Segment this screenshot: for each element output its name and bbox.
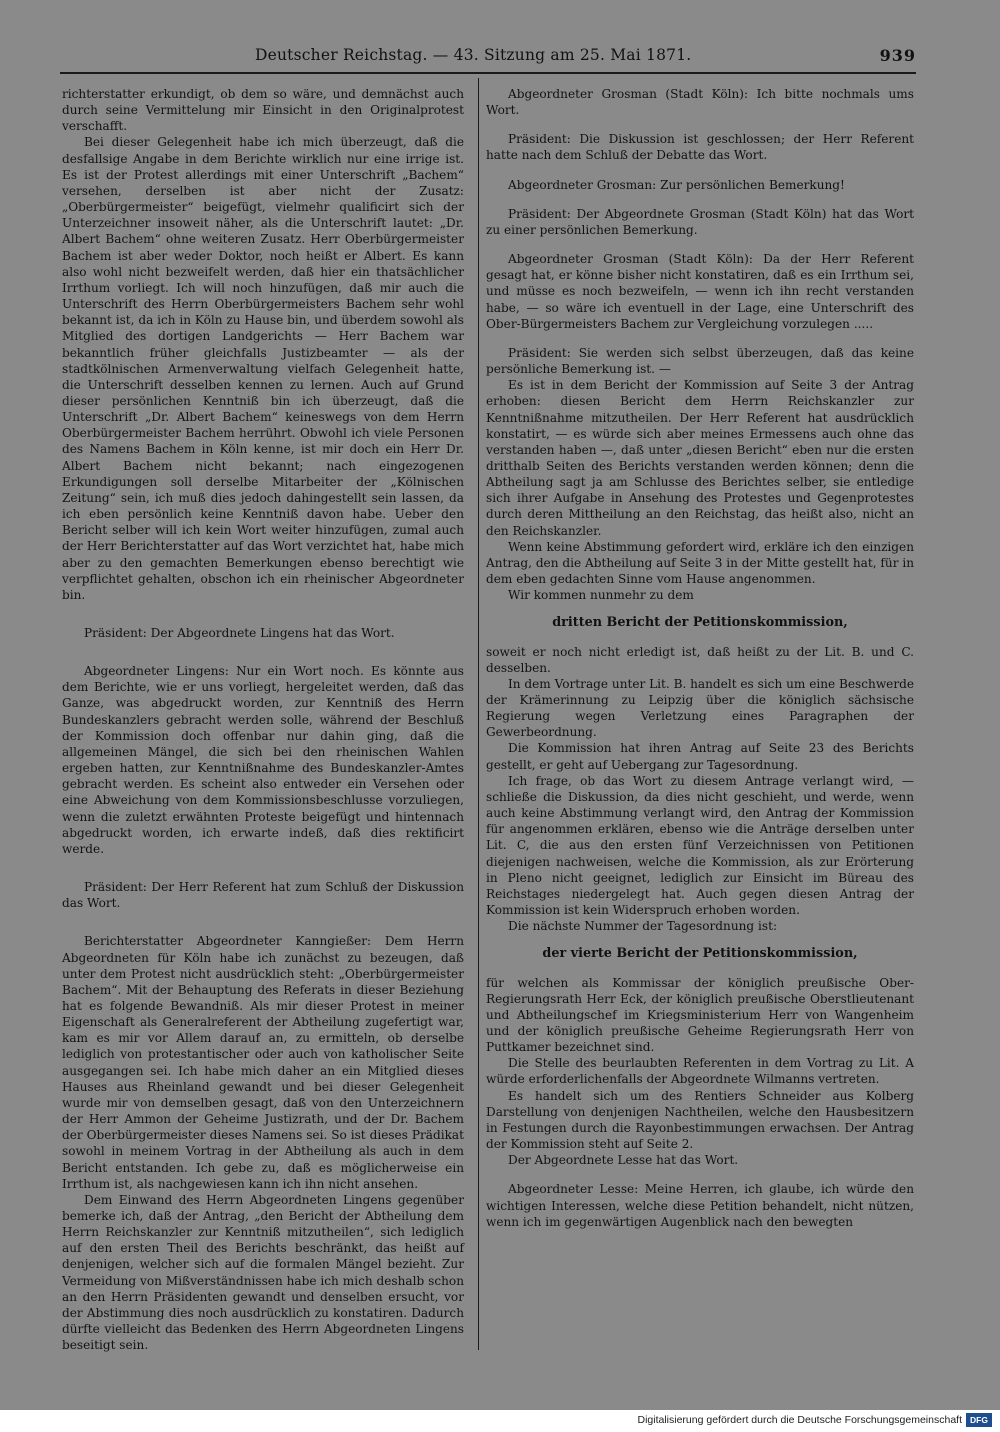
paragraph: Präsident: Der Abgeordnete Lingens hat das Wort.	[84, 626, 395, 640]
column-divider	[478, 78, 479, 1350]
paragraph: Präsident: Der Abgeordnete Grosman (Stadt Köln) hat das Wort zu einer persönlichen Bemerkung.	[486, 206, 914, 237]
paragraph: Abgeordneter Grosman: Zur persönlichen Bemerkung!	[508, 177, 845, 192]
paragraph: Die Stelle des beurlaubten Referenten in dem Vortrag zu Lit. A würde erforderlichenfalls der Abgeordnete Wilmanns vertreten.	[486, 1056, 914, 1087]
left-column	[62, 86, 464, 1353]
paragraph: Präsident: Die Diskussion ist geschlossen; der Herr Referent hatte nach dem Schluß der Debatte das Wort.	[486, 132, 914, 163]
paragraph: Bei dieser Gelegenheit habe ich mich überzeugt, daß die desfallsige Angabe in dem Berichte wirklich nur eine irrige ist. Es ist der Protest allerdings mit einer Unterschrift „Bachem“ versehen, derselben ist aber nicht der Zusatz: „Oberbürgermeister“ beigefügt, vielmehr qualificirt sich der Unterzeichner insoweit näher, als die Unterschrift lautet: „Dr. Albert Bachem“ ohne weiteren Zusatz. Herr Oberbürgermeister Bachem ist aber weder Doktor, noch heißt er Albert. Es kann also wohl nicht bezweifelt werden, daß hier ein thatsächlicher Irrthum vorliegt. Ich will noch hinzufügen, daß mir auch die Unterschrift des Herrn Oberbürgermeisters Bachem sehr wohl bekannt ist, da ich in Köln zu Hause bin, und überdem sowohl als Mitglied des dortigen Landgerichts — Herr Bachem war bekanntlich früher gleichfalls Justizbeamter — als der stadtkölnischen Armenverwaltung vielfach Gelegenheit hatte, die Unterschrift desselben kennen zu lernen. Auch auf Grund dieser persönlichen Kenntniß bin ich überzeugt, daß die Unterschrift „Dr. Albert Bachem“ keineswegs von dem Herrn Oberbürgermeister Bachem herrührt. Obwohl ich viele Personen des Namens Bachem in Köln kenne, ist mir doch ein Herr Dr. Albert Bachem nicht bekannt; nach eingezogenen Erkundigungen soll derselbe Mitarbeiter der „Kölnischen Zeitung“ sein, ich muß dies jedoch dahingestellt sein lassen, da ich eben persönlich keine Kenntniß davon habe. Ueber den Bericht selber will ich kein Wort weiter hinzufügen, zumal auch der Herr Berichterstatter auf das Wort verzichtet hat, habe mich aber zu den gemachten Bemerkungen ebenso berechtigt wie verpflichtet gehalten, obschon ich ein rheinischer Abgeordneter bin.	[62, 135, 464, 602]
paragraph: Der Abgeordnete Lesse hat das Wort.	[508, 1153, 739, 1168]
paragraph: Es ist in dem Bericht der Kommission auf Seite 3 der Antrag erhoben: diesen Bericht dem Herrn Reichskanzler zur Kenntnißnahme mitzutheilen. Der Herr Referent hat ausdrücklich konstatirt, — es würde sich aber meines Ermessens auch ohne das verstanden haben —, daß unter „diesen Bericht“ eben nur die ersten dritthalb Seiten des Berichts verstanden werden können; denn die Abtheilung sagt ja am Schlusse des Berichtes selber, sie entledige sich ihrer Aufgabe in Ansehung des Protestes und Gegenprotestes durch deren Mittheilung an den Reichstag, das heißt also, nicht an den Reichskanzler.	[486, 378, 914, 538]
section-heading: der vierte Bericht der Petitionskommission,	[542, 946, 858, 962]
paragraph: Abgeordneter Lesse: Meine Herren, ich glaube, ich würde den wichtigen Interessen, welche diese Petition behandelt, nicht nützen, wenn ich im gegenwärtigen Augenblick nach den bewegten	[486, 1182, 914, 1229]
dfg-logo: DFG	[966, 1413, 992, 1427]
footer-credit: Digitalisierung gefördert durch die Deutsche Forschungsgemeinschaft	[637, 1414, 962, 1426]
paragraph: Berichterstatter Abgeordneter Kanngießer: Dem Herrn Abgeordneten für Köln habe ich zunächst zu bezeugen, daß unter dem Protest nicht ausdrücklich steht: „Oberbürgermeister Bachem“. Mit der Behauptung des Referats in dieser Beziehung hat es folgende Bewandniß. Als mir dieser Protest in meiner Eigenschaft als Generalreferent der Abtheilung zugefertigt war, kam es mir vor Allem darauf an, zu ermitteln, ob derselbe lediglich von protestantischer oder auch von katholischer Seite ausgegangen sei. Ich habe mich daher an ein Mitglied dieses Hauses aus Rheinland gewandt und bei dieser Gelegenheit wurde mir von demselben gesagt, daß von den Unterzeichnern der Herr Ammon der Geheime Justizrath, und der Dr. Bachem der Oberbürgermeister dieses Namens sei. So ist dieses Prädikat sowohl in meinem Vortrag in der Abtheilung als auch in dem Bericht entstanden. Ich gebe zu, daß es möglicherweise ein Irrthum ist, als nachgewiesen kann ich ihn nicht ansehen.	[62, 934, 464, 1191]
section-heading: dritten Bericht der Petitionskommission,	[552, 615, 848, 631]
paragraph: Präsident: Der Herr Referent hat zum Schluß der Diskussion das Wort.	[62, 880, 464, 911]
page-number: 939	[879, 46, 916, 65]
paragraph: Die nächste Nummer der Tagesordnung ist:	[508, 919, 778, 934]
paragraph: Es handelt sich um des Rentiers Schneider aus Kolberg Darstellung von denjenigen Nachtheilen, welche den Hausbesitzern in Festungen durch die Rayonbestimmungen erwachsen. Der Antrag der Kommission steht auf Seite 2.	[486, 1088, 914, 1152]
paragraph: Ich frage, ob das Wort zu diesem Antrage verlangt wird, — schließe die Diskussion, da dies nicht geschieht, und werde, wenn auch keine Abstimmung verlangt wird, den Antrag der Kommission für angenommen erklären, ebenso wie die Anträge derselben unter Lit. C, die aus den ersten fünf Verzeichnissen von Petitionen diejenigen nachweisen, welche die Kommission, als zur Erörterung in Pleno nicht geeignet, lediglich zur Einsicht im Büreau des Reichstages niedergelegt hat. Auch gegen diesen Antrag der Kommission ist kein Widerspruch erhoben worden.	[486, 773, 914, 918]
paragraph: richterstatter erkundigt, ob dem so wäre, und demnächst auch durch seine Vermittelung mir Einsicht in den Originalprotest verschafft.	[62, 87, 464, 134]
paragraph: Präsident: Sie werden sich selbst überzeugen, daß das keine persönliche Bemerkung ist. —	[486, 345, 914, 377]
paragraph: In dem Vortrage unter Lit. B. handelt es sich um eine Beschwerde der Krämerinnung zu Leipzig über die königlich sächsische Regierung wegen Verletzung eines Paragraphen der Gewerbeordnung.	[486, 676, 915, 740]
footer-bar	[0, 1410, 1000, 1432]
paragraph: Die Kommission hat ihren Antrag auf Seite 23 des Berichts gestellt, er geht auf Uebergang zur Tagesordnung.	[486, 741, 914, 772]
paragraph: soweit er noch nicht erledigt ist, daß heißt zu der Lit. B. und C. desselben.	[486, 644, 914, 675]
paragraph: für welchen als Kommissar der königlich preußische Ober-Regierungsrath Herr Eck, der königlich preußische Oberstlieutenant und Abtheilungschef im Kriegsministerium Herr von Wangenheim und der königlich preußische Geheime Regierungsrath Herr von Puttkamer bezeichnet sind.	[486, 975, 914, 1055]
paragraph: Abgeordneter Grosman (Stadt Köln): Ich bitte nochmals ums Wort.	[486, 87, 914, 118]
running-header	[60, 46, 916, 72]
paragraph: Wir kommen nunmehr zu dem	[508, 588, 694, 603]
header-title: Deutscher Reichstag. — 43. Sitzung am 25. Mai 1871.	[255, 46, 692, 64]
right-column	[486, 86, 914, 1230]
paragraph: Wenn keine Abstimmung gefordert wird, erkläre ich den einzigen Antrag, den die Abtheilung auf Seite 3 in der Mitte gestellt hat, für in dem eben gedachten Sinne vom Hause angenommen.	[486, 539, 914, 587]
paragraph: Dem Einwand des Herrn Abgeordneten Lingens gegenüber bemerke ich, daß der Antrag, „den Bericht der Abtheilung dem Herrn Reichskanzler zur Kenntniß mitzutheilen“, sich lediglich auf den ersten Theil des Berichts beschränkt, das heißt auf denjenigen, welcher sich auf die formalen Mängel bezieht. Zur Vermeidung von Mißverständnissen habe ich mich deshalb schon an den Herrn Präsidenten gewandt und denselben ersucht, vor der Abstimmung dies noch ausdrücklich zu konstatiren. Dadurch dürfte vielleicht das Bedenken des Herrn Abgeordneten Lingens beseitigt sein.	[62, 1192, 464, 1353]
header-rule	[60, 72, 916, 74]
paragraph: Abgeordneter Lingens: Nur ein Wort noch. Es könnte aus dem Berichte, wie er uns vorliegt, hergeleitet werden, daß das Ganze, was abgedruckt worden, zur Kenntniß des Herrn Bundeskanzlers gebracht werden solle, während der Beschluß der Kommission doch offenbar nur dahin ging, daß die allgemeinen Mängel, die sich bei den rheinischen Wahlen ergeben hatten, zur Kenntnißnahme des Bundeskanzler-Amtes gebracht werden. Es scheint also entweder ein Versehen oder eine Abweichung von dem Kommissionsbeschlusse vorzuliegen, wenn die zuletzt erwähnten Proteste beigefügt und hintennach abgedruckt worden, ich erwarte indeß, daß dies rektificirt werde.	[62, 664, 464, 856]
paragraph: Abgeordneter Grosman (Stadt Köln): Da der Herr Referent gesagt hat, er könne bisher nicht konstatiren, daß es ein Irrthum sei, und müsse es noch bezweifeln, — wenn ich ihn recht verstanden habe, — so wäre ich eventuell in der Lage, eine Unterschrift des Ober-Bürgermeisters Bachem zur Vergleichung vorzulegen .....	[486, 252, 914, 331]
